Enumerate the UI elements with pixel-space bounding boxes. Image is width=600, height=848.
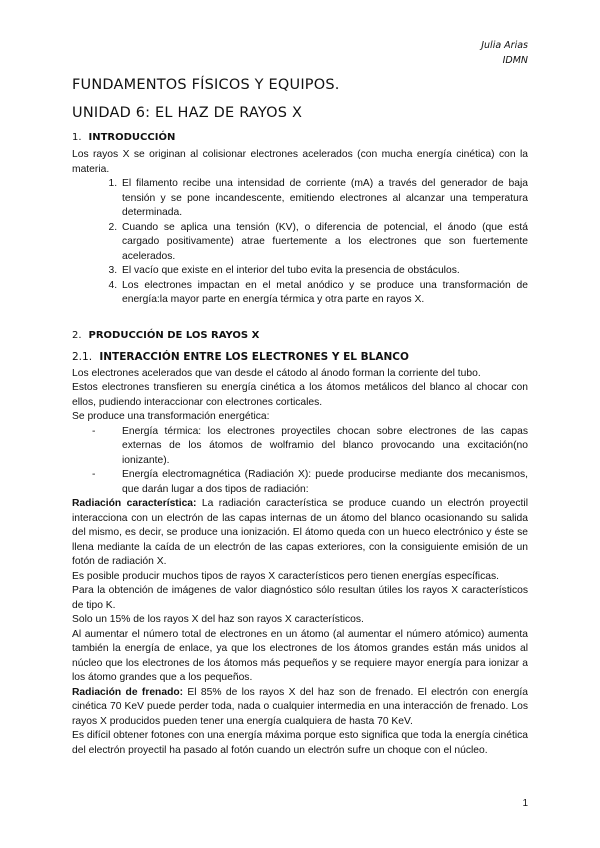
- paragraph: Solo un 15% de los rayos X del haz son rayos X característicos.: [72, 614, 364, 625]
- paragraph: Es difícil obtener fotones con una energía máxima porque esto significa que toda la energía cinética del electrón proyectil ha pasado al fotón cuando un electrón sufre un choque con el núcleo.: [72, 730, 528, 756]
- list-item: 3. El vacío que existe en el interior del tubo evita la presencia de obstáculos.: [120, 264, 528, 279]
- document-body: [72, 74, 528, 758]
- bremsstrahlung-paragraph: [72, 686, 528, 730]
- section-2-heading: [72, 329, 528, 343]
- characteristic-radiation-paragraph: [72, 497, 528, 570]
- list-item: - Energía electromagnética (Radiación X): puede producirse mediante dos mecanismos, que darán lugar a dos tipos de radiación:: [92, 469, 528, 495]
- bremsstrahlung-text: El 85% de los rayos X del haz son de frenado. El electrón con energía cinética 70 KeV puede perder toda, nada o cualquier intermedia en una interacción de frenado. Los rayos X producidos pueden tener una energía cualquiera de hasta 70 KeV.: [72, 686, 528, 727]
- section-2-1-title: INTERACCIÓN ENTRE LOS ELECTRONES Y EL BLANCO: [99, 350, 409, 363]
- section-2-number: 2.: [72, 329, 82, 341]
- section-1-heading: [72, 131, 528, 145]
- page-header: [481, 38, 528, 68]
- unit-title: UNIDAD 6: EL HAZ DE RAYOS X: [72, 105, 303, 121]
- section-2-1-number: 2.1.: [72, 350, 93, 363]
- paragraph: Se produce una transformación energética:: [72, 411, 270, 422]
- characteristic-text: La radiación característica se produce cuando un electrón proyectil interacciona con un electrón de las capas internas de un átomo del blanco ocasionando su salida del mismo, es decir, se produce una ionización. El átomo queda con un hueco electrónico y éste se llena mediante la caída de un electrón de las capas exteriores, con la consiguiente emisión de un fotón de radiación X.: [72, 498, 528, 567]
- bremsstrahlung-label: Radiación de frenado:: [72, 686, 184, 698]
- page-number: 1: [522, 798, 528, 809]
- header-course: IDMN: [502, 55, 528, 66]
- characteristic-label: Radiación característica:: [72, 498, 197, 509]
- paragraph: Estos electrones transfieren su energía cinética a los átomos metálicos del blanco al chocar con ellos, pudiendo interaccionar con electrones corticales.: [72, 382, 528, 408]
- energy-list: [72, 425, 528, 498]
- list-item-text: Energía electromagnética (Radiación X): puede producirse mediante dos mecanismos, que darán lugar a dos tipos de radiación:: [122, 469, 528, 495]
- header-author: Julia Arias: [481, 40, 528, 51]
- section-2-title: PRODUCCIÓN DE LOS RAYOS X: [88, 329, 260, 341]
- document-title: FUNDAMENTOS FÍSICOS Y EQUIPOS.: [72, 77, 340, 93]
- section-1-number: 1.: [72, 132, 82, 143]
- section-1-list: [72, 177, 528, 308]
- list-item: 1. El filamento recibe una intensidad de corriente (mA) a través del generador de baja tensión y se pone incandescente, emitiendo electrones al alcanzar una temperatura determinada.: [120, 177, 528, 221]
- section-1-intro: Los rayos X se originan al colisionar electrones acelerados (con mucha energía cinética) con la materia.: [72, 149, 528, 175]
- paragraph: Al aumentar el número total de electrones en un átomo (al aumentar el número atómico) aumenta también la energía de enlace, ya que los electrones de los átomos grandes están más unidos al núcleo que los electrones de los átomos más pequeños y se requiere mayor energía para ionizar a los átomo grandes que a los pequeños.: [72, 628, 528, 683]
- section-1-title: INTRODUCCIÓN: [88, 132, 176, 143]
- list-item: - Energía térmica: los electrones proyectiles chocan sobre electrones de las capas externas de los átomos de wolframio del blanco provocando una excitación(no ionizante).: [92, 425, 528, 466]
- paragraph: Es posible producir muchos tipos de rayos X característicos pero tienen energías específicas.: [72, 570, 499, 582]
- list-item: 2. Cuando se aplica una tensión (KV), o diferencia de potencial, el ánodo (que está cargado positivamente) atrae fuertemente a los electrones que son fuertemente acelerados.: [120, 221, 528, 265]
- paragraph: Los electrones acelerados que van desde el cátodo al ánodo forman la corriente del tubo.: [72, 367, 481, 379]
- paragraph: Para la obtención de imágenes de valor diagnóstico sólo resultan útiles los rayos X característicos de tipo K.: [72, 585, 528, 611]
- list-item: 4. Los electrones impactan en el metal anódico y se produce una transformación de energía:la mayor parte en energía térmica y otra parte en rayos X.: [120, 279, 528, 308]
- list-item-text: Energía térmica: los electrones proyectiles chocan sobre electrones de las capas externas de los átomos de wolframio del blanco provocando una excitación(no ionizante).: [122, 425, 528, 466]
- section-2-1-heading: [72, 350, 528, 364]
